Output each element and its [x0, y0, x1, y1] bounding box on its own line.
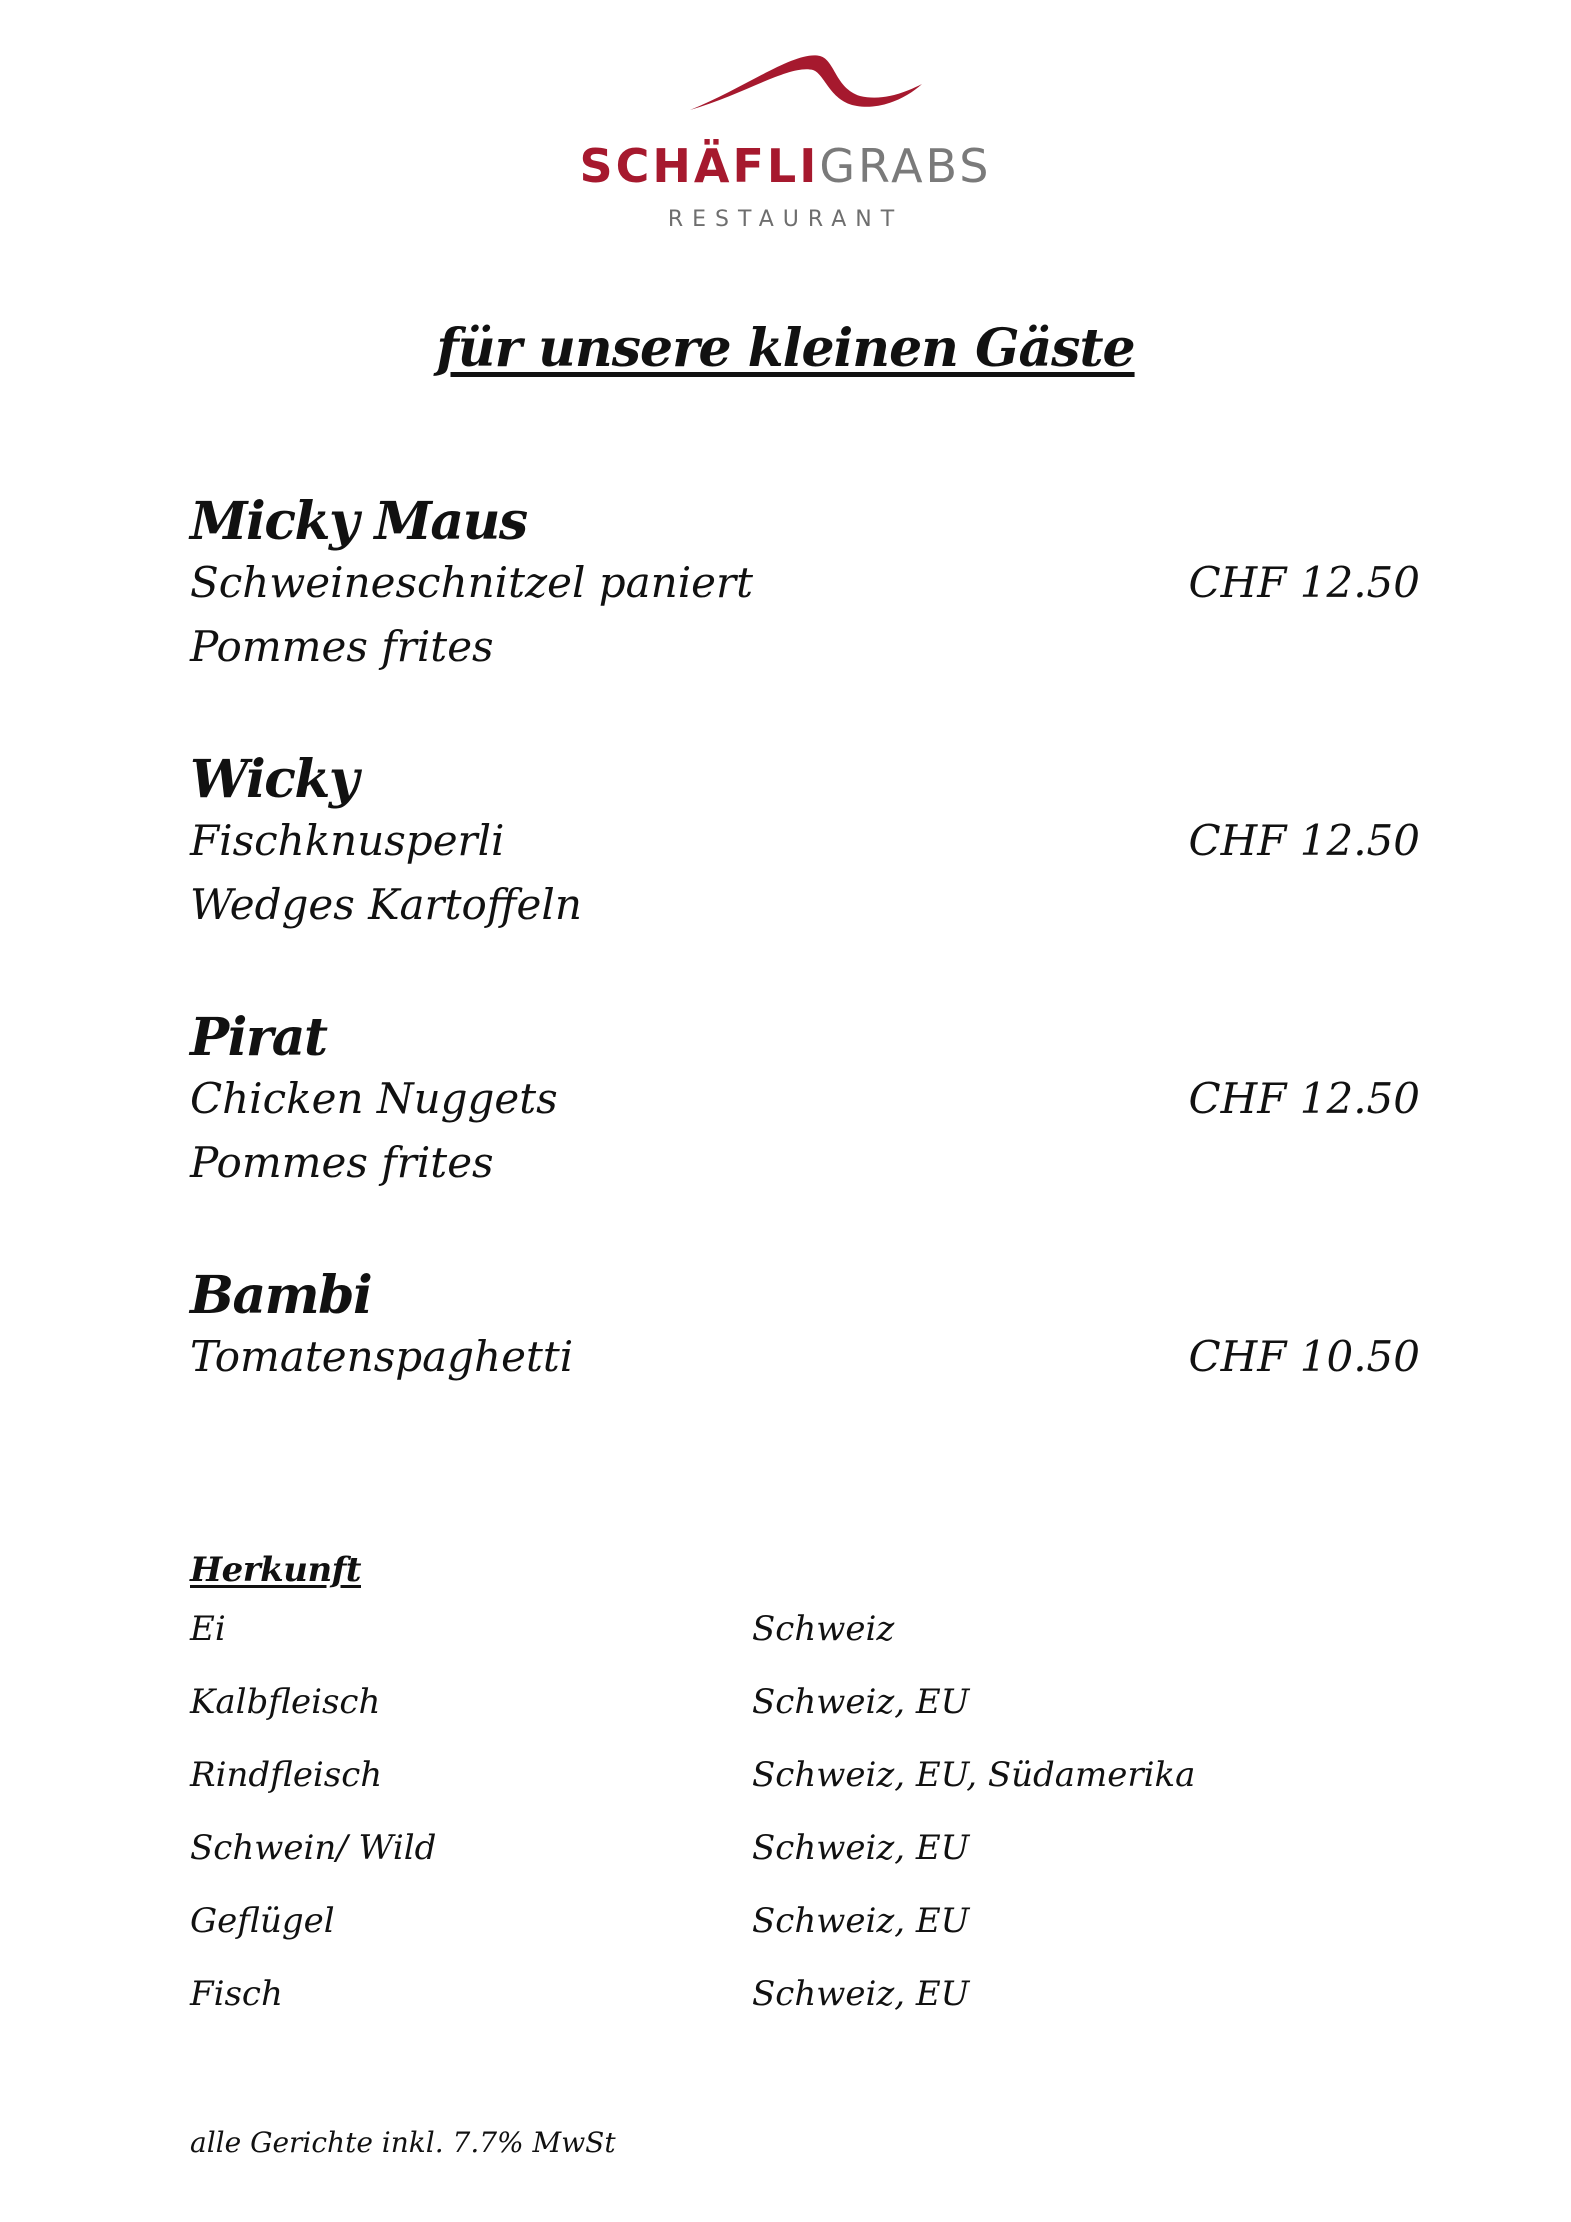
origin-row [190, 1823, 1290, 1896]
dish-name: Bambi [190, 1265, 372, 1326]
menu-item [190, 1006, 1420, 1264]
dish-name: Micky Maus [190, 491, 527, 552]
dish-side: Pommes frites [190, 622, 494, 671]
dish-description: Fischknusperli [190, 816, 505, 865]
origin-title: Herkunft [190, 1550, 361, 1590]
dish-side: Wedges Kartoffeln [190, 880, 582, 929]
origin-country: Schweiz, EU [752, 1974, 970, 2014]
origin-country: Schweiz, EU [752, 1901, 970, 1941]
dish-price: CHF 12.50 [1188, 816, 1420, 865]
page-title: für unsere kleinen Gäste [436, 318, 1135, 379]
dish-name: Wicky [190, 749, 358, 810]
brand-name-part2: GRABS [819, 139, 992, 193]
menu-item [190, 490, 1420, 748]
origin-item: Geflügel [190, 1901, 335, 1941]
origin-row [190, 1677, 1290, 1750]
origin-row [190, 1969, 1290, 2042]
origin-row [190, 1896, 1290, 1969]
dish-price: CHF 12.50 [1188, 558, 1420, 607]
origin-section [190, 1550, 1290, 2042]
brand-subtitle: RESTAURANT [667, 207, 904, 232]
dish-description: Tomatenspaghetti [190, 1332, 574, 1381]
origin-row [190, 1750, 1290, 1823]
restaurant-logo [0, 0, 1571, 260]
dish-price: CHF 10.50 [1188, 1332, 1420, 1381]
origin-item: Fisch [190, 1974, 283, 2014]
origin-country: Schweiz, EU [752, 1828, 970, 1868]
origin-item: Kalbfleisch [190, 1682, 381, 1722]
dish-description: Schweineschnitzel paniert [190, 558, 753, 607]
origin-item: Rindfleisch [190, 1755, 383, 1795]
vat-footnote: alle Gerichte inkl. 7.7% MwSt [190, 2126, 616, 2159]
dish-description: Chicken Nuggets [190, 1074, 558, 1123]
logo-swoosh-icon [685, 48, 925, 128]
brand-name-part1: SCHÄFLI [579, 139, 820, 193]
origin-country: Schweiz [752, 1609, 895, 1649]
dish-price: CHF 12.50 [1188, 1074, 1420, 1123]
brand-name [0, 140, 1571, 192]
origin-country: Schweiz, EU, Südamerika [752, 1755, 1196, 1795]
origin-item: Schwein/ Wild [190, 1828, 437, 1868]
dish-name: Pirat [190, 1007, 327, 1068]
origin-item: Ei [190, 1609, 226, 1649]
menu-item [190, 1264, 1420, 1522]
dish-side: Pommes frites [190, 1138, 494, 1187]
origin-row [190, 1604, 1290, 1677]
origin-country: Schweiz, EU [752, 1682, 970, 1722]
menu-list [190, 490, 1420, 1522]
menu-item [190, 748, 1420, 1006]
